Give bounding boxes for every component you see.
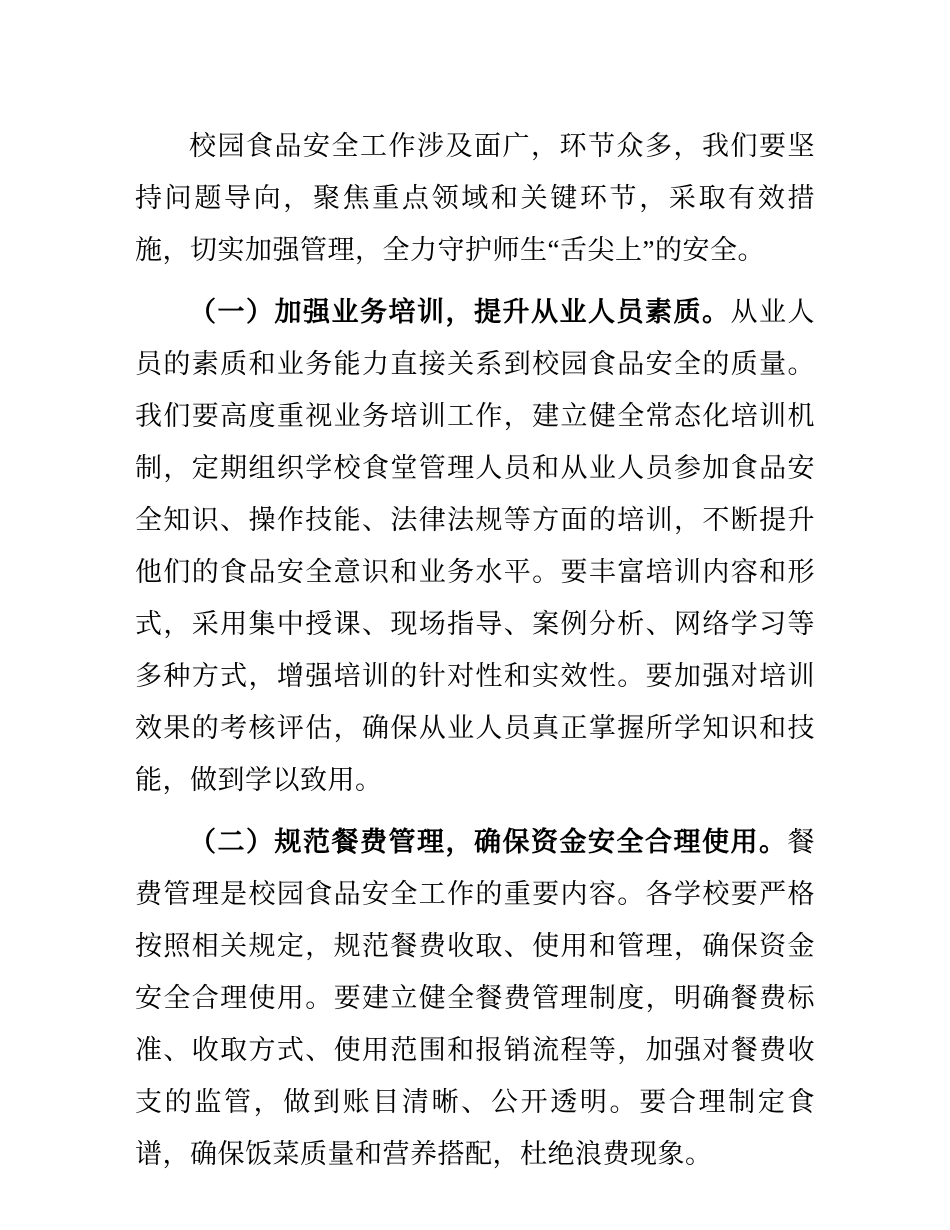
paragraph-intro <box>135 120 815 276</box>
section-2-heading: （二）规范餐费管理，确保资金安全合理使用。 <box>189 827 788 857</box>
paragraph-section-1 <box>135 286 815 806</box>
paragraph-section-2 <box>135 816 815 1180</box>
document-body <box>135 120 815 1180</box>
paragraph-text: 从业人员的素质和业务能力直接关系到校园食品安全的质量。我们要高度重视业务培训工作，建立健全常态化培训机制，定期组织学校食堂管理人员和从业人员参加食品安全知识、操作技能、法律法规等方面的培训，不断提升他们的食品安全意识和业务水平。要丰富培训内容和形式，采用集中授课、现场指导、案例分析、网络学习等多种方式，增强培训的针对性和实效性。要加强对培训效果的考核评估，确保从业人员真正掌握所学知识和技能，做到学以致用。 <box>135 297 815 795</box>
paragraph-text: 餐费管理是校园食品安全工作的重要内容。各学校要严格按照相关规定，规范餐费收取、使用和管理，确保资金安全合理使用。要建立健全餐费管理制度，明确餐费标准、收取方式、使用范围和报销流程等，加强对餐费收支的监管，做到账目清晰、公开透明。要合理制定食谱，确保饭菜质量和营养搭配，杜绝浪费现象。 <box>135 827 815 1169</box>
paragraph-text: 校园食品安全工作涉及面广，环节众多，我们要坚持问题导向，聚焦重点领域和关键环节，采取有效措施，切实加强管理，全力守护师生“舌尖上”的安全。 <box>135 131 815 265</box>
section-1-heading: （一）加强业务培训，提升从业人员素质。 <box>189 297 731 327</box>
